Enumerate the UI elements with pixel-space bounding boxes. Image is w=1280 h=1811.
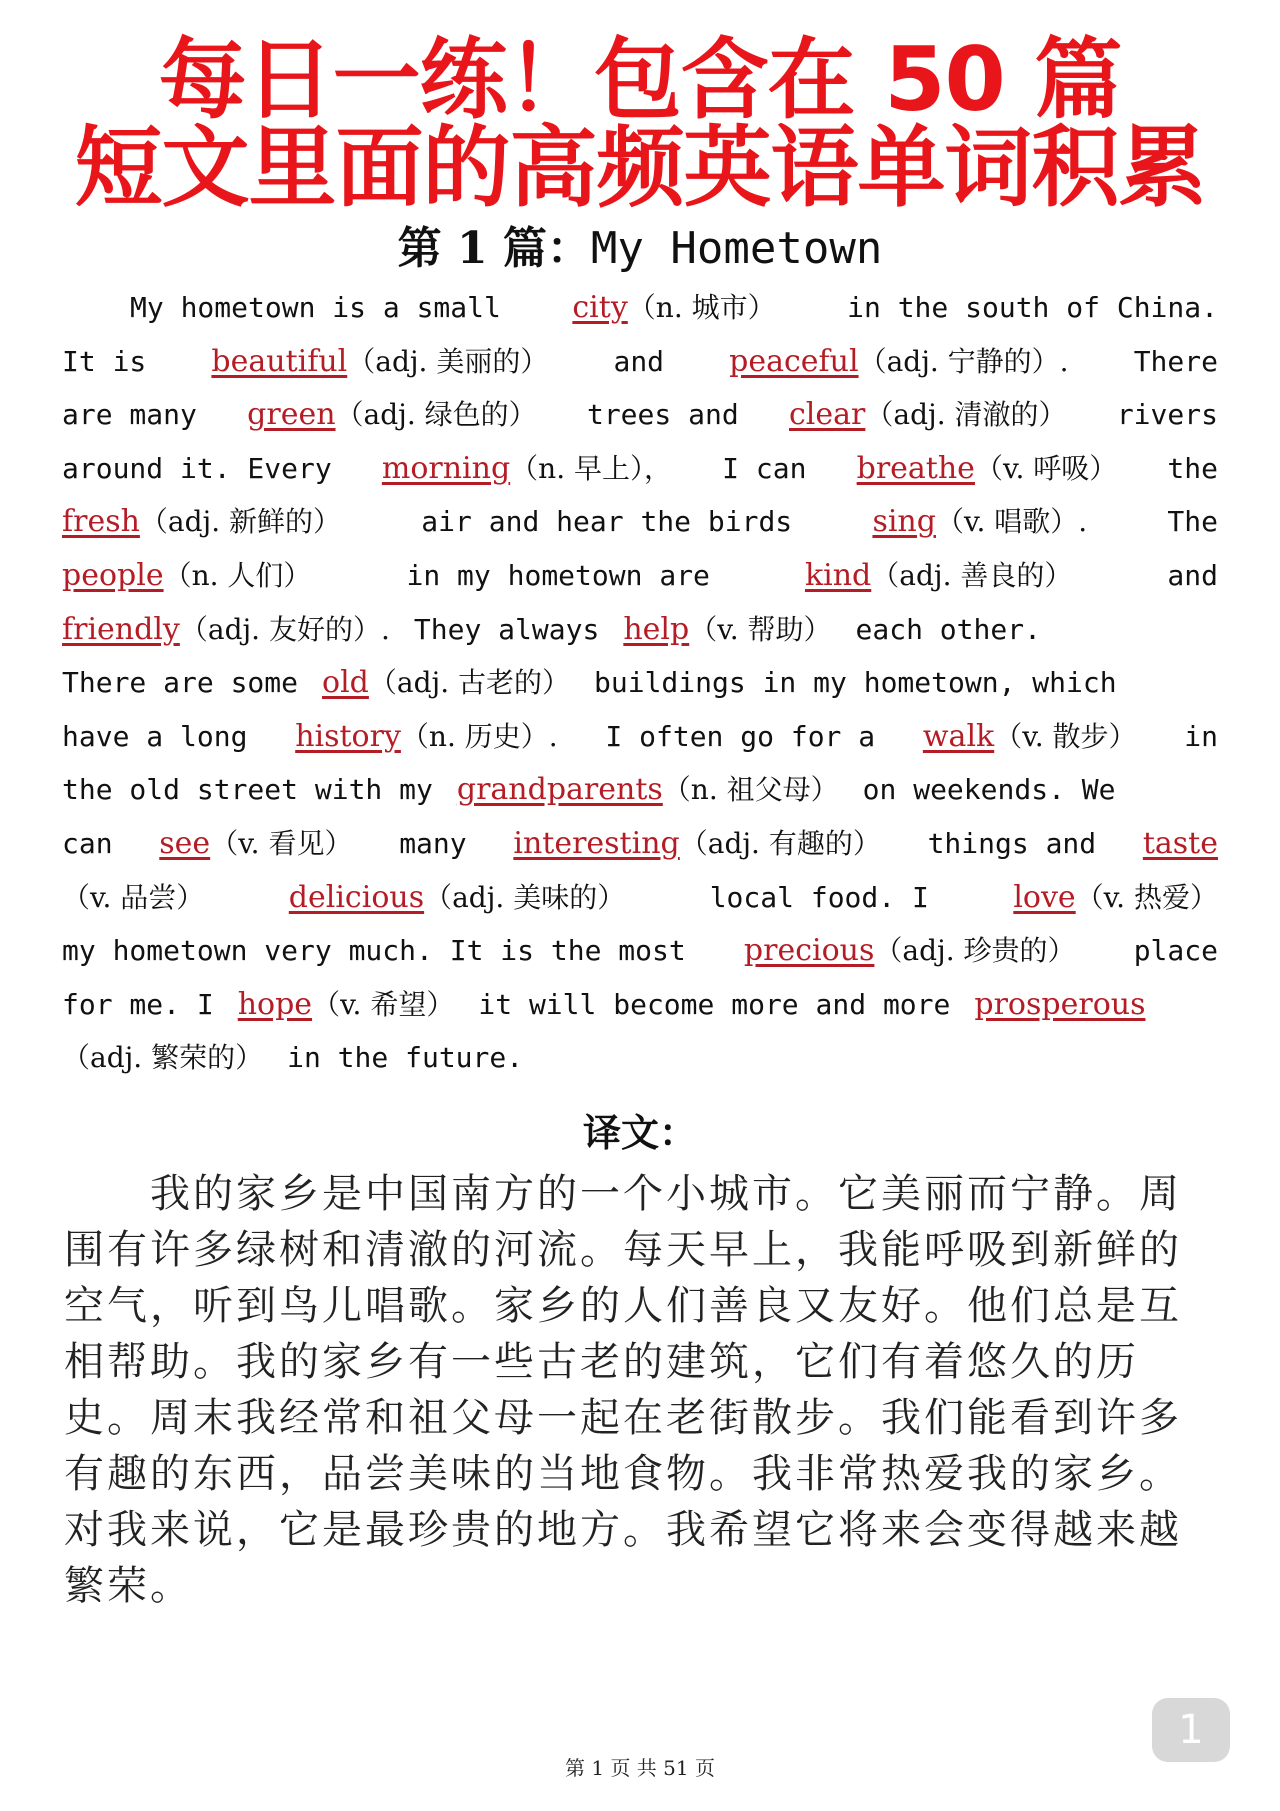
vocab-gloss: （adj. 友好的）. xyxy=(179,612,390,646)
chapter-name: My Hometown xyxy=(590,223,883,274)
vocab-entry xyxy=(1143,826,1218,861)
passage-text: have a long xyxy=(62,719,248,753)
passage-text: on weekends. We xyxy=(862,773,1116,807)
passage-text: buildings in my hometown, which xyxy=(594,666,1117,700)
vocab-word: prosperous xyxy=(974,986,1146,1022)
translation-line: 繁荣。 xyxy=(64,1563,193,1609)
passage-line xyxy=(62,340,1218,394)
vocab-entry xyxy=(211,340,548,380)
page-footer: 第 1 页 共 51 页 xyxy=(565,1756,715,1780)
passage-text: many xyxy=(399,826,467,860)
passage-line xyxy=(62,393,1218,447)
vocab-gloss: （adj. 清澈的） xyxy=(865,398,1067,432)
passage-text: I can xyxy=(722,451,807,485)
translation-line: 围有许多绿树和清澈的河流。每天早上，我能呼吸到新鲜的 xyxy=(64,1227,1182,1273)
chapter-heading xyxy=(0,212,1280,276)
vocab-entry xyxy=(322,661,570,701)
vocab-gloss: （adj. 古老的） xyxy=(368,666,570,700)
vocab-gloss: （adj. 有趣的） xyxy=(679,826,881,860)
vocab-entry xyxy=(62,500,341,540)
passage-line xyxy=(62,661,1218,715)
vocab-gloss: （v. 看见） xyxy=(210,826,353,860)
vocab-entry xyxy=(974,987,1145,1022)
passage-text: There are some xyxy=(62,666,299,700)
vocab-entry xyxy=(623,608,831,648)
passage-line xyxy=(62,822,1218,876)
vocab-entry xyxy=(382,447,672,487)
vocab-gloss: （adj. 繁荣的） xyxy=(62,1041,264,1075)
vocab-gloss: （adj. 宁静的）. xyxy=(858,344,1069,378)
vocab-gloss: （n. 人们） xyxy=(163,558,312,592)
passage-text: My hometown is a small xyxy=(130,291,501,324)
chapter-prefix: 第 1 篇： xyxy=(397,223,591,274)
passage-line xyxy=(62,500,1218,554)
title-line-2: 短文里面的高频英语单词积累 xyxy=(74,116,1206,219)
passage-text: They always xyxy=(413,612,600,646)
passage-text: things and xyxy=(927,826,1097,860)
english-passage xyxy=(62,286,1218,1090)
vocab-word: people xyxy=(62,557,164,593)
vocab-word: sing xyxy=(872,504,936,540)
passage-text: There xyxy=(1133,344,1218,378)
passage-line xyxy=(62,554,1218,608)
vocab-gloss: （adj. 珍贵的） xyxy=(874,934,1076,968)
vocab-entry xyxy=(62,608,390,648)
translation-line: 相帮助。我的家乡有一些古老的建筑，它们有着悠久的历 xyxy=(64,1339,1139,1385)
vocab-entry xyxy=(457,768,839,808)
vocab-gloss: （v. 希望） xyxy=(312,987,455,1021)
passage-text: in my hometown are xyxy=(406,558,710,592)
vocab-entry xyxy=(238,983,455,1023)
vocab-gloss: （adj. 善良的） xyxy=(871,558,1073,592)
vocab-word: delicious xyxy=(288,879,425,915)
vocab-entry xyxy=(1013,876,1218,916)
vocab-entry xyxy=(923,715,1137,755)
vocab-word: grandparents xyxy=(456,772,663,808)
passage-text: each other. xyxy=(855,612,1041,646)
passage-text: the old street with my xyxy=(62,773,433,807)
passage-text: in xyxy=(1184,719,1218,753)
vocab-word: fresh xyxy=(62,504,140,540)
passage-text: can xyxy=(62,826,113,860)
passage-text: air and hear the birds xyxy=(421,505,793,539)
vocab-gloss: （v. 呼吸） xyxy=(974,451,1118,485)
passage-line xyxy=(62,1036,1218,1090)
passage-text: my hometown very much. It is the most xyxy=(62,934,686,968)
vocab-entry xyxy=(857,447,1118,487)
passage-line xyxy=(62,447,1218,501)
translation-line: 有趣的东西，品尝美味的当地食物。我非常热爱我的家乡。 xyxy=(64,1451,1182,1497)
vocab-gloss: （v. 品尝） xyxy=(62,880,205,914)
passage-line xyxy=(62,286,1218,340)
passage-text: I often go for a xyxy=(605,719,876,753)
vocab-entry xyxy=(872,500,1087,540)
passage-text: rivers xyxy=(1116,398,1218,432)
translation-line: 我的家乡是中国南方的一个小城市。它美丽而宁静。周 xyxy=(150,1171,1182,1217)
vocab-word: love xyxy=(1013,879,1076,915)
passage-text: and xyxy=(1167,558,1218,592)
passage-text: trees and xyxy=(586,398,739,432)
translation-line: 史。周末我经常和祖父母一起在老街散步。我们能看到许多 xyxy=(64,1395,1182,1441)
vocab-entry xyxy=(247,393,536,433)
vocab-word: breathe xyxy=(856,450,975,486)
vocab-entry xyxy=(729,340,1068,380)
vocab-gloss: （adj. 新鲜的） xyxy=(139,505,342,539)
vocab-entry xyxy=(62,554,311,594)
vocab-word: old xyxy=(322,665,369,701)
passage-text: local food. I xyxy=(709,880,929,914)
vocab-entry xyxy=(513,822,881,862)
vocab-entry xyxy=(289,876,625,916)
translation-line: 对我来说，它是最珍贵的地方。我希望它将来会变得越来越 xyxy=(64,1507,1182,1553)
passage-line xyxy=(62,876,1218,930)
passage-text: and xyxy=(613,344,665,378)
passage-text: the xyxy=(1167,451,1218,485)
vocab-word: morning xyxy=(381,450,511,486)
vocab-entry xyxy=(744,929,1076,969)
vocab-entry xyxy=(789,393,1067,433)
passage-text: in the future. xyxy=(287,1041,524,1075)
vocab-gloss: （adj. 绿色的） xyxy=(335,398,537,432)
chinese-translation xyxy=(64,1162,1182,1610)
passage-line xyxy=(62,608,1218,662)
vocab-word: walk xyxy=(922,718,995,754)
passage-text: place xyxy=(1133,934,1218,968)
vocab-word: kind xyxy=(804,557,872,593)
vocab-word: peaceful xyxy=(729,343,859,379)
vocab-word: clear xyxy=(789,397,866,433)
passage-line xyxy=(62,929,1218,983)
passage-text: It is xyxy=(62,344,147,378)
passage-text: are many xyxy=(62,398,197,432)
translation-line: 空气，听到鸟儿唱歌。家乡的人们善良又友好。他们总是互 xyxy=(64,1283,1182,1329)
vocab-word: help xyxy=(623,611,690,647)
vocab-gloss: （n. 祖父母） xyxy=(662,773,839,807)
page-number-badge[interactable]: 1 xyxy=(1152,1698,1230,1762)
vocab-gloss: （v. 帮助） xyxy=(689,612,832,646)
vocab-entry xyxy=(572,286,775,326)
passage-text: in the south of China. xyxy=(847,291,1218,324)
vocab-word: hope xyxy=(237,986,313,1022)
vocab-gloss: （n. 早上）， xyxy=(510,451,673,485)
vocab-gloss: （n. 城市） xyxy=(627,291,776,324)
vocab-gloss: （v. 唱歌）. xyxy=(935,505,1088,539)
passage-text: around it. Every xyxy=(62,451,332,485)
translation-heading: 译文： xyxy=(582,1110,697,1155)
vocab-entry xyxy=(159,822,352,862)
title-line-1: 每日一练！包含在 50 篇 xyxy=(158,28,1122,131)
vocab-gloss: （n. 历史）. xyxy=(400,719,558,753)
vocab-word: friendly xyxy=(62,611,180,647)
vocab-entry xyxy=(295,715,557,755)
vocab-word: history xyxy=(295,718,401,754)
vocab-word: green xyxy=(247,397,336,433)
vocab-entry xyxy=(62,876,204,916)
vocab-gloss: （v. 热爱） xyxy=(1075,880,1218,914)
vocab-word: precious xyxy=(743,933,875,969)
vocab-word: beautiful xyxy=(211,343,348,379)
vocab-word: interesting xyxy=(513,825,680,861)
vocab-gloss: （v. 散步） xyxy=(994,719,1137,753)
vocab-entry xyxy=(62,1036,263,1076)
vocab-gloss: （adj. 美丽的） xyxy=(347,344,549,378)
vocab-gloss: （adj. 美味的） xyxy=(424,880,626,914)
vocab-word: see xyxy=(159,825,211,861)
vocab-entry xyxy=(805,554,1072,594)
passage-line xyxy=(62,715,1218,769)
passage-line xyxy=(62,983,1218,1037)
passage-text: for me. I xyxy=(62,987,214,1021)
vocab-word: taste xyxy=(1142,825,1218,861)
vocab-word: city xyxy=(572,290,628,325)
passage-text: The xyxy=(1167,505,1218,539)
passage-line xyxy=(62,768,1218,822)
passage-text: it will become more and more xyxy=(478,987,951,1021)
